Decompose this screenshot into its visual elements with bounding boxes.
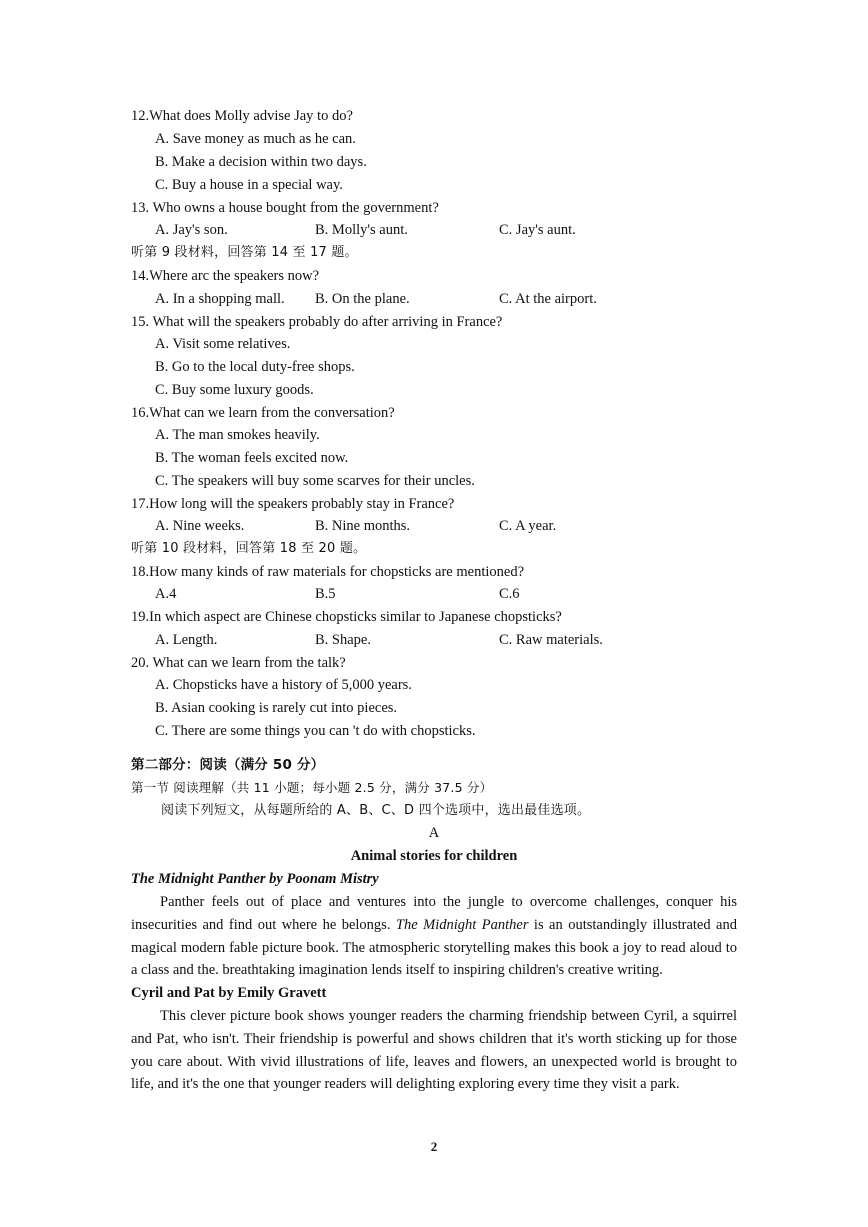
book-2-paragraph: This clever picture book shows younger readers the charming friendship between Cyril, a squirrel and Pat, who isn't. Their friendship is powerful and shows children that it's worth sticking up for those you care about. With vivid illustrations of life, leaves and flowers, an unexpected world is brought to life, and it's the one that younger readers will delighting exploring every time they visit a park.: [131, 1008, 737, 1093]
question-20-option-a: A. Chopsticks have a history of 5,000 years.: [155, 677, 412, 693]
question-13-option-a: A. Jay's son.: [155, 222, 228, 238]
question-13-option-c: C. Jay's aunt.: [499, 222, 576, 238]
question-15-option-b: B. Go to the local duty-free shops.: [155, 359, 355, 375]
reading-instruction: 阅读下列短文，从每题所给的 A、B、C、D 四个选项中，选出最佳选项。: [161, 803, 591, 818]
book-1-text-before: Panther feels out of place and ventures into the jungle to overcome challenges, conquer his insecurities and find out where he belongs.: [131, 894, 737, 933]
question-17-option-c: C. A year.: [499, 518, 557, 534]
part-2-section-1-heading: 第一节 阅读理解（共 11 小题；每小题 2.5 分，满分 37.5 分）: [131, 780, 493, 795]
question-12-option-a: A. Save money as much as he can.: [155, 131, 356, 147]
question-19-stem: 19.In which aspect are Chinese chopsticks similar to Japanese chopsticks?: [131, 609, 562, 625]
book-2-heading: Cyril and Pat by Emily Gravett: [131, 985, 327, 1001]
question-18-option-a: A.4: [155, 586, 177, 602]
book-1-title-italic: The Midnight Panther: [395, 916, 529, 933]
question-20-stem: 20. What can we learn from the talk?: [131, 655, 346, 671]
question-17-option-b: B. Nine months.: [315, 518, 411, 534]
book-1-paragraph: [131, 891, 737, 982]
question-19-option-a: A. Length.: [155, 632, 218, 648]
book-1-heading: The Midnight Panther by Poonam Mistry: [131, 871, 379, 887]
question-20-option-b: B. Asian cooking is rarely cut into pieces.: [155, 700, 398, 716]
question-18-option-b: B.5: [315, 586, 336, 602]
question-15-option-c: C. Buy some luxury goods.: [155, 382, 314, 398]
question-14-option-b: B. On the plane.: [315, 291, 410, 307]
question-14-stem: 14.Where arc the speakers now?: [131, 268, 320, 284]
question-18-option-c: C.6: [499, 586, 520, 602]
question-17-option-a: A. Nine weeks.: [155, 518, 245, 534]
passage-letter: A: [428, 825, 440, 841]
question-17-stem: 17.How long will the speakers probably stay in France?: [131, 496, 455, 512]
question-14-option-c: C. At the airport.: [499, 291, 597, 307]
part-2-title: 第二部分：阅读（满分 50 分）: [131, 757, 325, 773]
question-14-option-a: A. In a shopping mall.: [155, 291, 285, 307]
question-16-option-b: B. The woman feels excited now.: [155, 450, 349, 466]
question-12-option-c: C. Buy a house in a special way.: [155, 177, 343, 193]
page-number: 2: [430, 1139, 438, 1154]
question-13-option-b: B. Molly's aunt.: [315, 222, 408, 238]
question-15-option-a: A. Visit some relatives.: [155, 336, 291, 352]
passage-title: Animal stories for children: [350, 848, 518, 864]
question-16-option-a: A. The man smokes heavily.: [155, 427, 320, 443]
question-19-option-c: C. Raw materials.: [499, 632, 603, 648]
question-16-option-c: C. The speakers will buy some scarves for their uncles.: [155, 473, 475, 489]
listening-section-9-instruction: 听第 9 段材料，回答第 14 至 17 题。: [131, 245, 358, 260]
listening-section-10-instruction: 听第 10 段材料，回答第 18 至 20 题。: [131, 541, 367, 556]
question-18-stem: 18.How many kinds of raw materials for chopsticks are mentioned?: [131, 564, 525, 580]
question-15-stem: 15. What will the speakers probably do after arriving in France?: [131, 314, 503, 330]
question-12-option-b: B. Make a decision within two days.: [155, 154, 367, 170]
question-12-stem: 12.What does Molly advise Jay to do?: [131, 108, 353, 124]
book-1-text-after: is an outstandingly illustrated and magical modern fable picture book. The atmospheric storytelling makes this book a joy to read aloud to a class and the. breathtaking imagination lends itself to inspiring children's creative writing.: [131, 916, 737, 979]
question-19-option-b: B. Shape.: [315, 632, 371, 648]
question-20-option-c: C. There are some things you can 't do with chopsticks.: [155, 723, 476, 739]
question-16-stem: 16.What can we learn from the conversation?: [131, 405, 395, 421]
question-13-stem: 13. Who owns a house bought from the government?: [131, 200, 439, 216]
